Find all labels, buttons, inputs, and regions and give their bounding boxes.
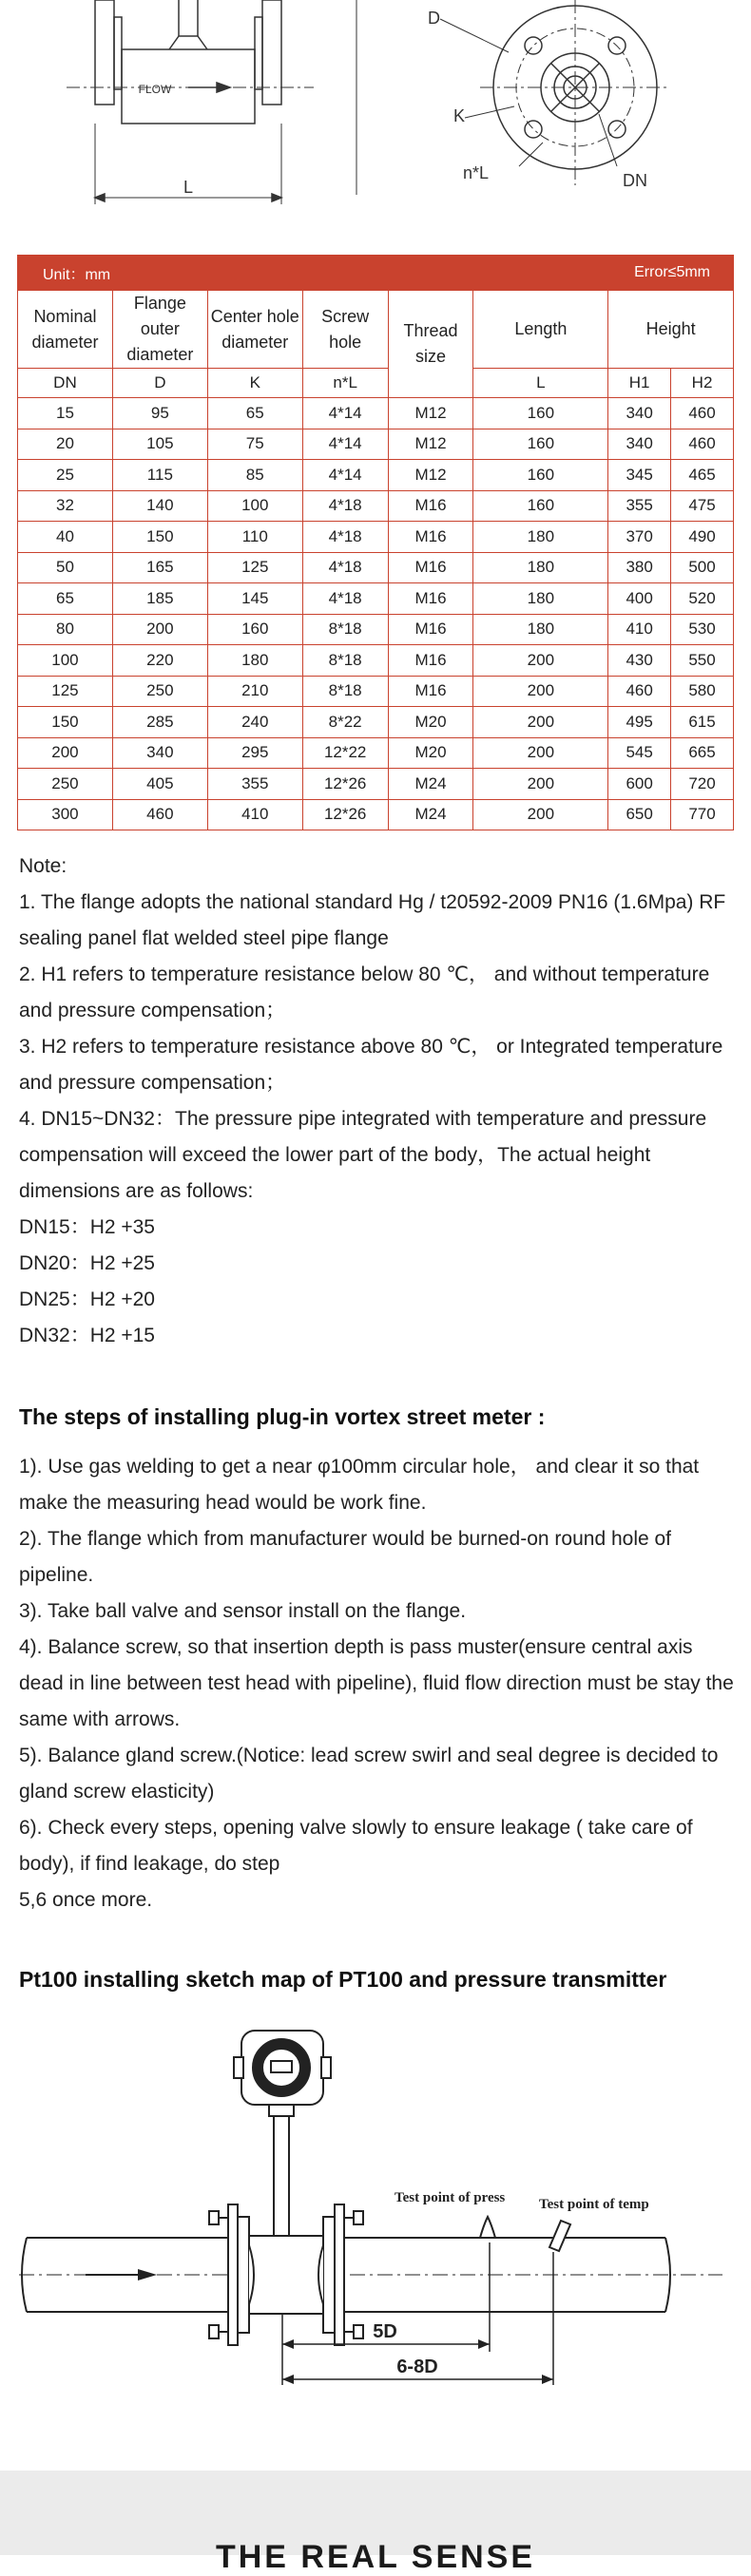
notes-section (19, 849, 732, 1354)
table-cell: M24 (388, 799, 473, 830)
table-cell: 500 (671, 552, 734, 583)
table-cell: 160 (473, 460, 608, 491)
dimension-table (17, 255, 734, 830)
table-cell: 160 (207, 614, 302, 645)
table-cell: 8*18 (302, 645, 388, 677)
table-cell: 180 (473, 583, 608, 615)
header-center-hole: Center hole diameter (207, 291, 302, 369)
table-cell: 200 (473, 707, 608, 738)
table-cell: 185 (112, 583, 207, 615)
table-cell: 105 (112, 429, 207, 460)
table-cell: 460 (671, 429, 734, 460)
table-cell: 460 (608, 676, 671, 707)
note-item: 1. The flange adopts the national standard Hg / t20592-2009 PN16 (1.6Mpa) RF sealing panel flat welded steel pipe flange (19, 891, 726, 949)
dn-label: DN (623, 171, 647, 190)
step-item: 3). Take ball valve and sensor install on the flange. (19, 1600, 467, 1622)
table-cell: 125 (18, 676, 113, 707)
unit-label: Unit：mm (18, 256, 389, 291)
table-row (18, 460, 734, 491)
installation-sketch (0, 2010, 751, 2390)
table-cell: 340 (112, 737, 207, 769)
header-length: Length (473, 291, 608, 369)
table-cell: 180 (473, 522, 608, 553)
steps-section (19, 1449, 734, 1918)
table-cell: M12 (388, 429, 473, 460)
table-cell: 200 (473, 676, 608, 707)
note-item: DN15：H2 +35 (19, 1216, 155, 1238)
table-cell: 15 (18, 398, 113, 429)
table-cell: 200 (473, 769, 608, 800)
header-nominal: Nominal diameter (18, 291, 113, 369)
header-height: Height (608, 291, 734, 369)
table-cell: 200 (473, 799, 608, 830)
table-cell: 4*14 (302, 398, 388, 429)
symbol-row (18, 369, 734, 398)
table-cell: 370 (608, 522, 671, 553)
table-cell: 65 (207, 398, 302, 429)
table-cell: M16 (388, 522, 473, 553)
table-cell: 8*22 (302, 707, 388, 738)
table-cell: 400 (608, 583, 671, 615)
table-cell: 165 (112, 552, 207, 583)
nl-label: n*L (463, 163, 490, 182)
table-cell: 150 (18, 707, 113, 738)
table-cell: 4*18 (302, 583, 388, 615)
symbol-cell: D (112, 369, 207, 398)
header-screw-hole: Screw hole (302, 291, 388, 369)
table-cell: 4*14 (302, 460, 388, 491)
step-item: 4). Balance screw, so that insertion depth is pass muster(ensure central axis dead in line between test head with pipeline), fluid flow direction must be stay the same with arrows. (19, 1636, 734, 1730)
table-cell: M20 (388, 737, 473, 769)
note-item: 3. H2 refers to temperature resistance above 80 ℃， or Integrated temperature and pressure compensation； (19, 1036, 723, 1094)
table-cell: 12*26 (302, 769, 388, 800)
flow-arrow-icon (138, 2269, 157, 2280)
flange-dimension-drawing (0, 0, 751, 228)
note-item: 2. H1 refers to temperature resistance below 80 ℃， and without temperature and pressure compensation； (19, 964, 710, 1021)
symbol-cell: L (473, 369, 608, 398)
table-cell: 12*22 (302, 737, 388, 769)
table-cell: M20 (388, 707, 473, 738)
table-row (18, 614, 734, 645)
table-body (18, 398, 734, 830)
table-cell: 720 (671, 769, 734, 800)
steps-title: The steps of installing plug-in vortex street meter : (19, 1404, 546, 1429)
table-cell: 180 (473, 552, 608, 583)
table-cell: 550 (671, 645, 734, 677)
table-cell: 530 (671, 614, 734, 645)
table-row (18, 769, 734, 800)
table-cell: 460 (671, 398, 734, 429)
table-cell: 75 (207, 429, 302, 460)
dim-68d-label: 6-8D (396, 2357, 438, 2377)
symbol-cell: K (207, 369, 302, 398)
table-cell: 520 (671, 583, 734, 615)
table-cell: 200 (112, 614, 207, 645)
table-cell: 410 (207, 799, 302, 830)
table-row (18, 707, 734, 738)
symbol-cell: DN (18, 369, 113, 398)
table-row (18, 429, 734, 460)
table-cell: M24 (388, 769, 473, 800)
table-row (18, 799, 734, 830)
table-cell: 220 (112, 645, 207, 677)
table-cell: 665 (671, 737, 734, 769)
step-item: 6). Check every steps, opening valve slowly to ensure leakage ( take care of body), if find leakage, do step (19, 1817, 693, 1875)
note-item: DN20：H2 +25 (19, 1252, 155, 1274)
table-cell: 140 (112, 490, 207, 522)
table-cell: 160 (473, 429, 608, 460)
table-cell: 25 (18, 460, 113, 491)
table-cell: 125 (207, 552, 302, 583)
table-cell: 285 (112, 707, 207, 738)
table-cell: 580 (671, 676, 734, 707)
table-cell: 4*18 (302, 522, 388, 553)
table-cell: 465 (671, 460, 734, 491)
d-label: D (428, 9, 440, 28)
table-cell: 32 (18, 490, 113, 522)
flange-front-view (440, 0, 670, 185)
table-cell: 115 (112, 460, 207, 491)
table-cell: 20 (18, 429, 113, 460)
table-cell: 4*14 (302, 429, 388, 460)
table-cell: 85 (207, 460, 302, 491)
table-cell: M12 (388, 460, 473, 491)
press-point-label: Test point of press (395, 2190, 506, 2205)
step-item: 2). The flange which from manufacturer would be burned-on round hole of pipeline. (19, 1528, 672, 1586)
table-cell: 100 (18, 645, 113, 677)
pt100-title: Pt100 installing sketch map of PT100 and pressure transmitter (19, 1967, 667, 1992)
table-row (18, 490, 734, 522)
table-cell: 355 (207, 769, 302, 800)
table-cell: 545 (608, 737, 671, 769)
step-item: 1). Use gas welding to get a near φ100mm circular hole， and clear it so that make the measuring head would be work fine. (19, 1456, 700, 1514)
k-label: K (453, 106, 466, 125)
table-cell: 475 (671, 490, 734, 522)
vortex-meter (209, 2031, 363, 2345)
length-label: L (183, 178, 194, 197)
table-cell: 210 (207, 676, 302, 707)
table-cell: 300 (18, 799, 113, 830)
table-cell: 460 (112, 799, 207, 830)
header-thread-size: Thread size (388, 291, 473, 398)
table-cell: 160 (473, 398, 608, 429)
table-cell: 600 (608, 769, 671, 800)
table-cell: 150 (112, 522, 207, 553)
table-cell: 770 (671, 799, 734, 830)
table-cell: M16 (388, 552, 473, 583)
step-item: 5,6 once more. (19, 1889, 153, 1911)
table-row (18, 676, 734, 707)
header-flange-outer: Flange outer diameter (112, 291, 207, 369)
table-cell: 8*18 (302, 676, 388, 707)
table-cell: 200 (473, 645, 608, 677)
table-cell: 40 (18, 522, 113, 553)
table-cell: 355 (608, 490, 671, 522)
table-cell: 145 (207, 583, 302, 615)
table-cell: 430 (608, 645, 671, 677)
table-cell: M16 (388, 583, 473, 615)
symbol-cell: H2 (671, 369, 734, 398)
table-cell: 200 (18, 737, 113, 769)
table-cell: 160 (473, 490, 608, 522)
table-cell: 80 (18, 614, 113, 645)
header-row (18, 291, 734, 369)
table-cell: 110 (207, 522, 302, 553)
table-cell: M16 (388, 676, 473, 707)
table-cell: 340 (608, 429, 671, 460)
table-cell: 65 (18, 583, 113, 615)
unit-row (18, 256, 734, 291)
table-cell: 95 (112, 398, 207, 429)
table-cell: M16 (388, 614, 473, 645)
table-cell: 345 (608, 460, 671, 491)
table-row (18, 522, 734, 553)
error-label: Error≤5mm (388, 256, 733, 291)
table-cell: 8*18 (302, 614, 388, 645)
table-cell: 50 (18, 552, 113, 583)
note-heading: Note: (19, 855, 67, 877)
temp-point-label: Test point of temp (539, 2197, 649, 2212)
step-item: 5). Balance gland screw.(Notice: lead screw swirl and seal degree is decided to gland screw elasticity) (19, 1745, 719, 1803)
table-cell: 4*18 (302, 552, 388, 583)
table-cell: 380 (608, 552, 671, 583)
table-cell: 650 (608, 799, 671, 830)
table-row (18, 398, 734, 429)
table-cell: 250 (112, 676, 207, 707)
symbol-cell: H1 (608, 369, 671, 398)
note-item: DN25：H2 +20 (19, 1288, 155, 1310)
flow-label: FLOW (138, 83, 172, 96)
table-cell: M16 (388, 645, 473, 677)
table-cell: M12 (388, 398, 473, 429)
footer-heading: THE REAL SENSE (215, 2539, 536, 2575)
table-cell: 200 (473, 737, 608, 769)
table-cell: 410 (608, 614, 671, 645)
table-cell: 240 (207, 707, 302, 738)
meter-side-view (67, 0, 356, 204)
table-cell: 405 (112, 769, 207, 800)
table-cell: 180 (473, 614, 608, 645)
table-row (18, 552, 734, 583)
note-item: DN32：H2 +15 (19, 1325, 155, 1346)
table-cell: 180 (207, 645, 302, 677)
table-cell: 100 (207, 490, 302, 522)
temperature-probe-icon (549, 2221, 570, 2251)
table-row (18, 737, 734, 769)
dim-5d-label: 5D (373, 2321, 397, 2342)
table-cell: 250 (18, 769, 113, 800)
pressure-tap-icon (480, 2217, 495, 2238)
table-cell: 295 (207, 737, 302, 769)
table-cell: 490 (671, 522, 734, 553)
table-cell: 340 (608, 398, 671, 429)
table-cell: 4*18 (302, 490, 388, 522)
table-cell: 615 (671, 707, 734, 738)
note-item: 4. DN15~DN32：The pressure pipe integrated with temperature and pressure compensation will exceed the lower part of the body，The actual height dimensions are as follows: (19, 1108, 707, 1202)
symbol-cell: n*L (302, 369, 388, 398)
table-cell: 12*26 (302, 799, 388, 830)
table-row (18, 583, 734, 615)
table-row (18, 645, 734, 677)
table-cell: 495 (608, 707, 671, 738)
table-cell: M16 (388, 490, 473, 522)
